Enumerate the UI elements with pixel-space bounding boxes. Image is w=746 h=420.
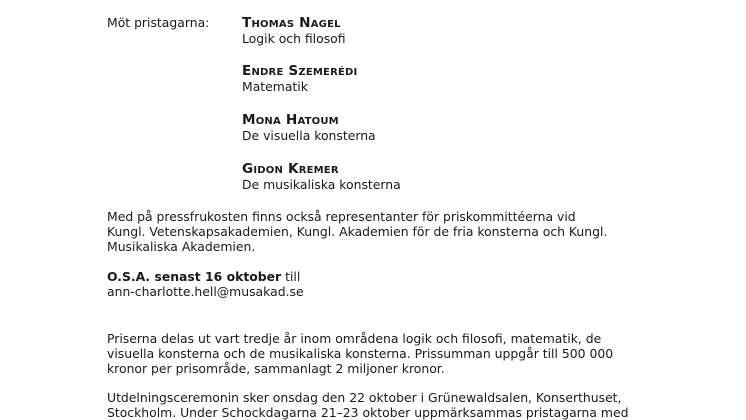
laureate-name: Thomas Nagel — [242, 15, 341, 31]
paragraph-line: Utdelningsceremonin sker onsdag den 22 oktober i Grünewaldsalen, Konserthuset, — [107, 390, 622, 405]
rsvp-paragraph — [107, 269, 667, 299]
laureate-name: Gidon Kremer — [242, 161, 339, 177]
rsvp-to: till — [281, 269, 301, 284]
paragraph-line: Kungl. Vetenskapsakademien, Kungl. Akademien för de fria konsterna och Kungl. — [107, 224, 608, 240]
ceremony-paragraph — [107, 390, 667, 420]
paragraph-line: Priserna delas ut vart tredje år inom områdena logik och filosofi, matematik, de — [107, 331, 602, 346]
laureate-name: Endre Szemerédi — [242, 63, 358, 79]
paragraph-line: kronor per prisområde, sammanlagt 2 miljoner kronor. — [107, 361, 445, 377]
meet-laureates-label: Möt pristagarna: — [107, 15, 210, 30]
paragraph-line: Stockholm. Under Schockdagarna 21–23 oktober uppmärksammas pristagarna med — [107, 405, 629, 420]
laureate-field: Matematik — [242, 79, 308, 94]
press-paragraph — [107, 209, 667, 255]
laureate-entry — [242, 112, 662, 144]
paragraph-line: visuella konsterna och de musikaliska konsterna. Prissumman uppgår till 500 000 — [107, 346, 614, 362]
laureate-entry — [242, 63, 662, 95]
laureate-entry — [242, 161, 662, 193]
paragraph-line: Musikaliska Akademien. — [107, 239, 256, 255]
laureate-field: De musikaliska konsterna — [242, 177, 401, 192]
laureate-field: Logik och filosofi — [242, 31, 346, 46]
laureate-entry — [242, 15, 662, 47]
laureate-name: Mona Hatoum — [242, 112, 339, 128]
prize-paragraph — [107, 331, 667, 377]
rsvp-email[interactable]: ann-charlotte.hell@musakad.se — [107, 284, 304, 300]
laureate-field: De visuella konsterna — [242, 128, 376, 143]
rsvp-line — [107, 269, 667, 284]
rsvp-deadline: O.S.A. senast 16 oktober — [107, 269, 282, 284]
paragraph-line: Med på pressfrukosten finns också representanter för priskommittéerna vid — [107, 209, 576, 224]
